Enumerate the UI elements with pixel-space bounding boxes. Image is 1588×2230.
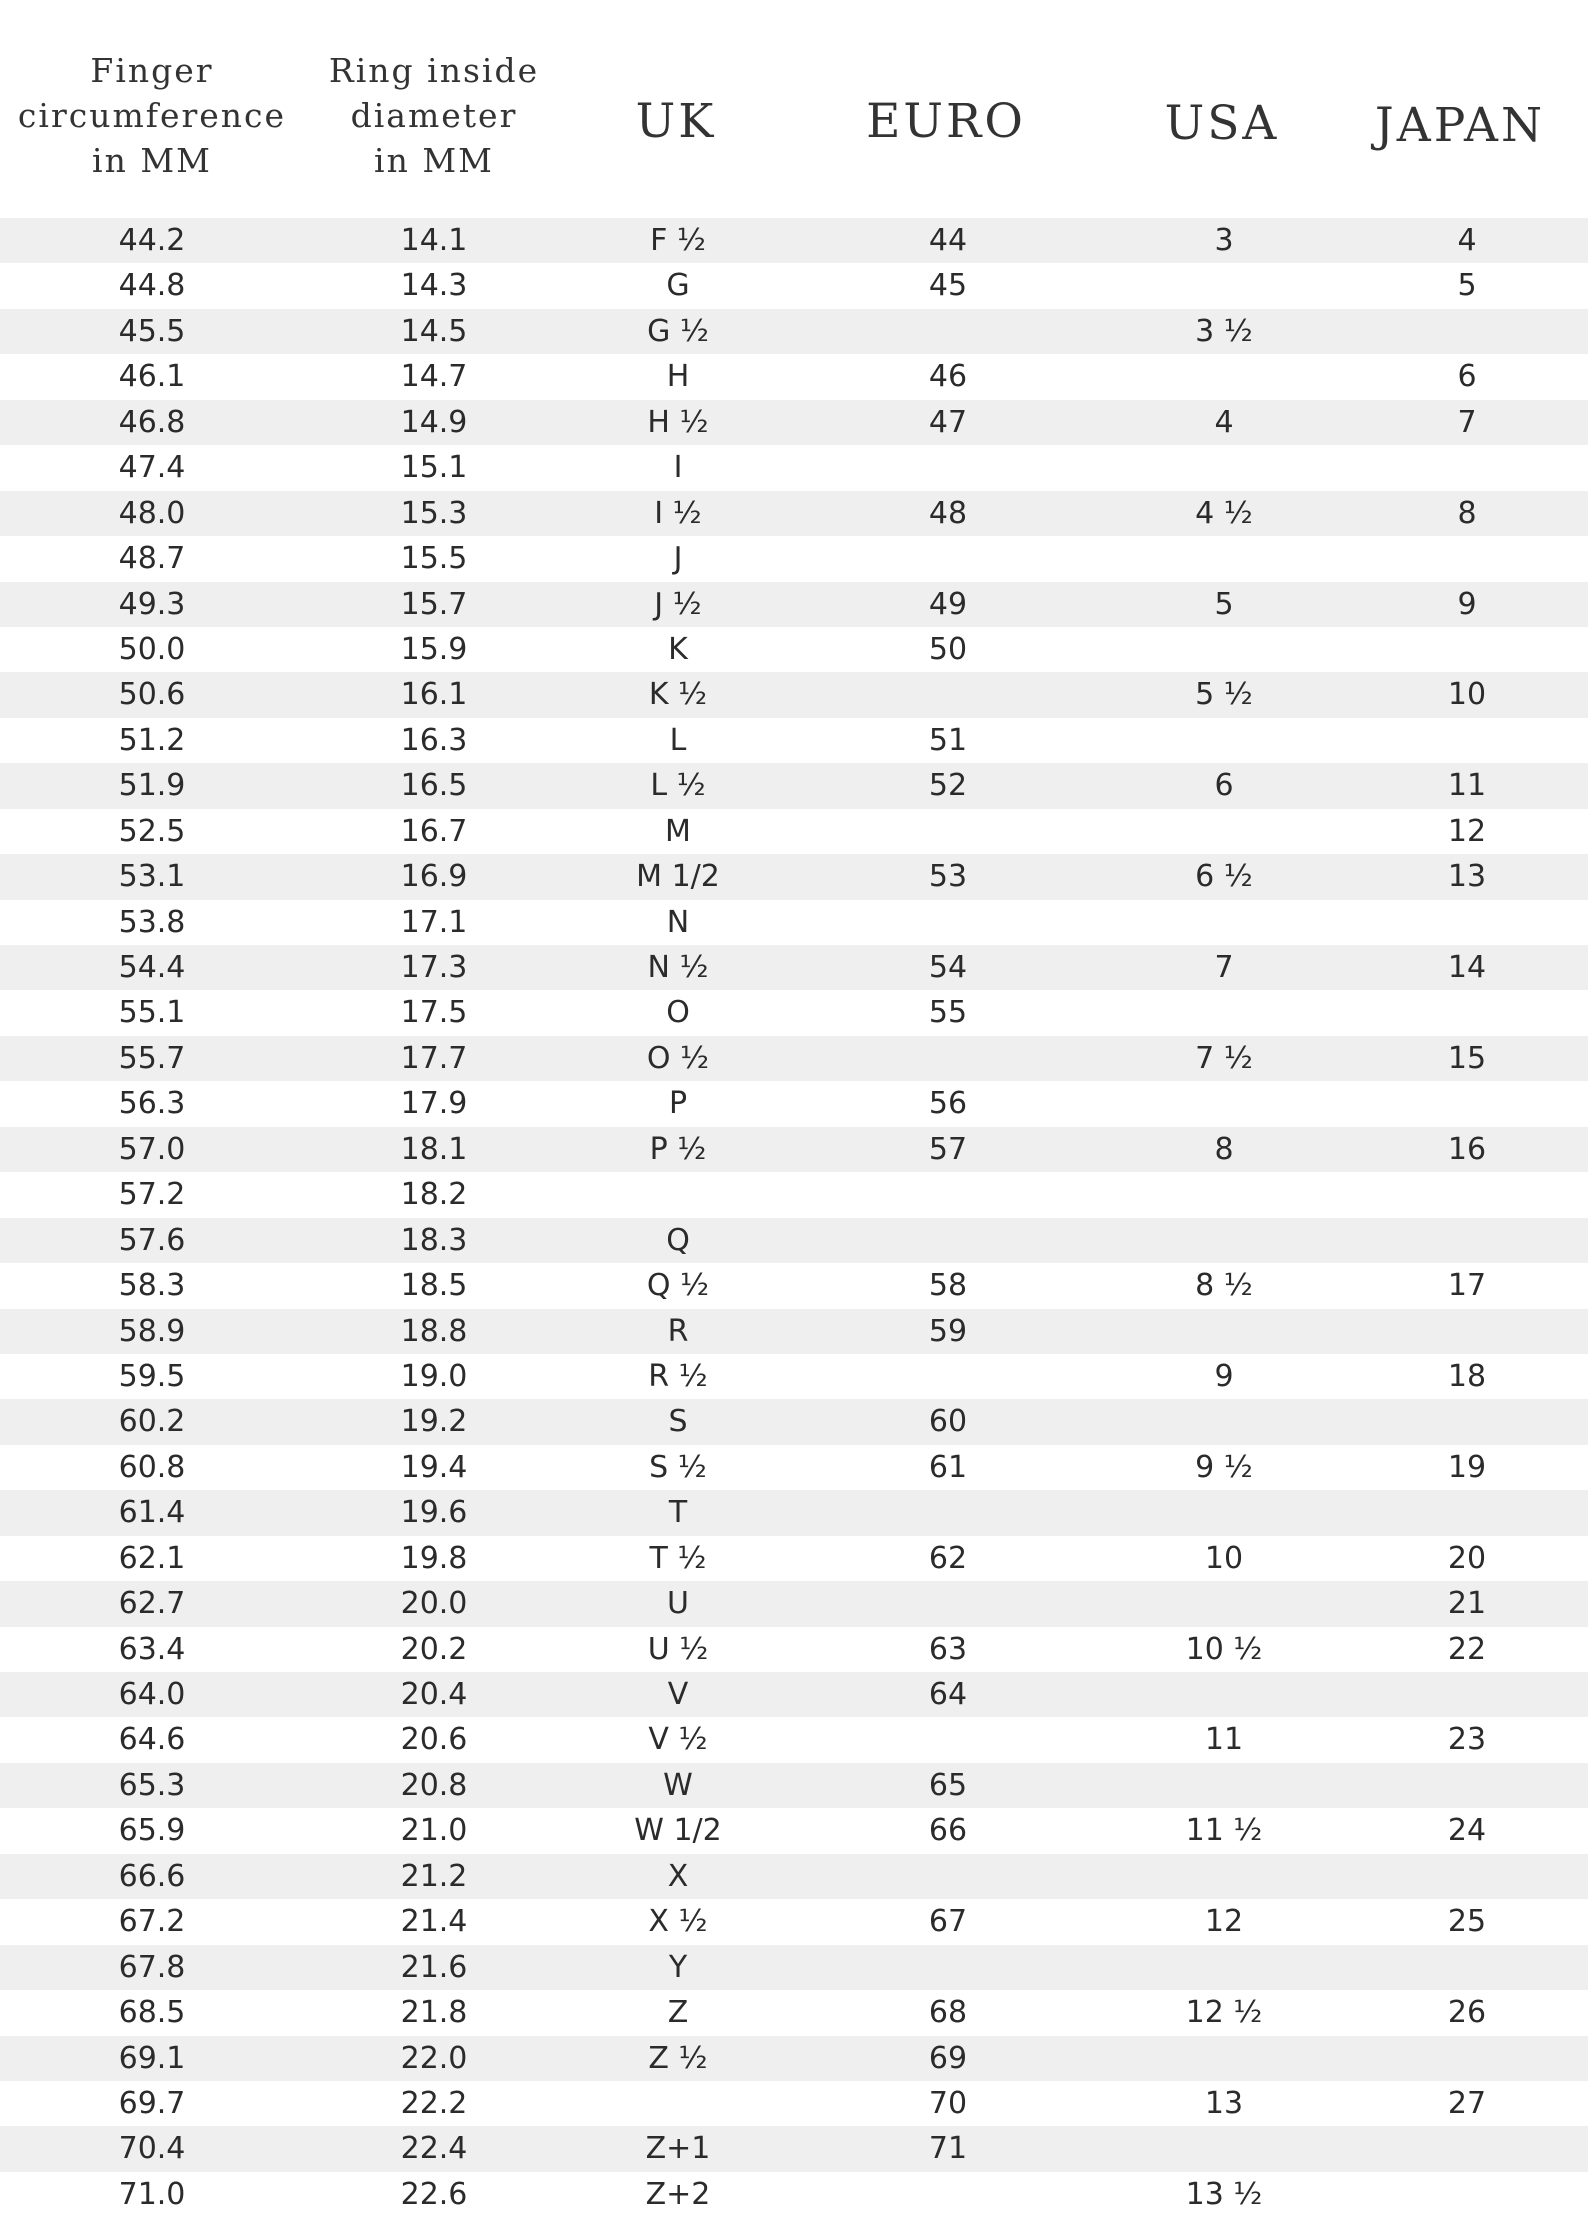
table-row [0, 1445, 1588, 1490]
cell-ring-inside-diameter: 15.1 [400, 450, 468, 486]
table-row [0, 1218, 1588, 1263]
header-line: UK [635, 94, 717, 149]
cell-ring-inside-diameter: 15.9 [400, 631, 468, 667]
cell-euro-size: 59 [928, 1313, 968, 1349]
cell-uk-size: S ½ [649, 1449, 707, 1485]
header-line: Ring inside [328, 51, 540, 90]
cell-finger-circumference: 63.4 [118, 1631, 186, 1667]
cell-japan-size: 13 [1447, 859, 1487, 895]
table-row [0, 1127, 1588, 1172]
cell-finger-circumference: 59.5 [118, 1358, 186, 1394]
cell-ring-inside-diameter: 19.0 [400, 1358, 468, 1394]
cell-finger-circumference: 71.0 [118, 2176, 186, 2212]
cell-finger-circumference: 50.0 [118, 631, 186, 667]
cell-finger-circumference: 51.2 [118, 722, 186, 758]
cell-euro-size: 54 [928, 950, 968, 985]
cell-finger-circumference: 64.6 [118, 1722, 186, 1758]
table-row [0, 1627, 1588, 1672]
cell-euro-size: 62 [928, 1540, 968, 1576]
cell-finger-circumference: 62.7 [118, 1586, 186, 1622]
table-row [0, 1263, 1588, 1308]
cell-usa-size: 13 ½ [1185, 2176, 1263, 2212]
table-row [0, 1990, 1588, 2035]
cell-finger-circumference: 67.8 [118, 1949, 186, 1985]
cell-uk-size: V ½ [648, 1722, 708, 1758]
header-finger-circumference [18, 48, 286, 183]
cell-finger-circumference: 56.3 [118, 1086, 186, 1122]
cell-ring-inside-diameter: 14.9 [400, 404, 468, 440]
table-row [0, 627, 1588, 672]
cell-euro-size: 67 [928, 1904, 968, 1940]
cell-finger-circumference: 65.9 [118, 1813, 186, 1849]
table-row [0, 400, 1588, 445]
cell-finger-circumference: 48.7 [118, 541, 186, 577]
table-row [0, 491, 1588, 536]
cell-usa-size: 9 ½ [1195, 1449, 1253, 1485]
cell-finger-circumference: 55.7 [118, 1040, 186, 1076]
cell-finger-circumference: 52.5 [118, 813, 186, 849]
cell-uk-size: P ½ [649, 1131, 707, 1167]
cell-finger-circumference: 46.1 [118, 359, 186, 395]
cell-euro-size: 51 [928, 722, 968, 758]
cell-usa-size: 4 ½ [1195, 495, 1253, 531]
cell-japan-size: 7 [1457, 404, 1477, 440]
cell-finger-circumference: 44.8 [118, 268, 186, 304]
header-ring-inside-diameter [329, 48, 539, 183]
cell-usa-size: 6 ½ [1195, 859, 1253, 895]
cell-finger-circumference: 53.1 [118, 859, 186, 895]
cell-finger-circumference: 62.1 [118, 1540, 186, 1576]
cell-uk-size: U ½ [647, 1631, 709, 1667]
table-row [0, 1490, 1588, 1535]
cell-finger-circumference: 64.0 [118, 1677, 186, 1712]
cell-euro-size: 58 [928, 1268, 968, 1304]
cell-euro-size: 65 [928, 1767, 968, 1803]
cell-japan-size: 24 [1447, 1813, 1487, 1849]
cell-ring-inside-diameter: 17.3 [400, 950, 468, 985]
cell-ring-inside-diameter: 21.6 [400, 1949, 468, 1985]
cell-finger-circumference: 57.6 [118, 1222, 186, 1258]
header-japan [1375, 98, 1545, 153]
cell-finger-circumference: 57.0 [118, 1131, 186, 1167]
cell-finger-circumference: 58.9 [118, 1313, 186, 1349]
cell-euro-size: 64 [928, 1677, 968, 1712]
header-uk [636, 94, 717, 149]
table-row [0, 718, 1588, 763]
cell-uk-size: R [667, 1313, 689, 1349]
cell-finger-circumference: 51.9 [118, 768, 186, 804]
cell-ring-inside-diameter: 21.8 [400, 1995, 468, 2031]
cell-ring-inside-diameter: 18.1 [400, 1131, 468, 1167]
table-row [0, 990, 1588, 1035]
cell-finger-circumference: 54.4 [118, 950, 186, 985]
cell-uk-size: Z [667, 1995, 689, 2031]
table-row [0, 309, 1588, 354]
cell-uk-size: M [665, 813, 691, 849]
cell-usa-size: 11 ½ [1185, 1813, 1263, 1849]
cell-japan-size: 4 [1457, 223, 1477, 258]
cell-finger-circumference: 44.2 [118, 223, 186, 258]
cell-japan-size: 22 [1447, 1631, 1487, 1667]
table-row [0, 672, 1588, 717]
cell-japan-size: 16 [1447, 1131, 1487, 1167]
table-row [0, 1354, 1588, 1399]
header-line: circumference [17, 96, 287, 135]
table-row [0, 1309, 1588, 1354]
table-row [0, 1763, 1588, 1808]
cell-finger-circumference: 57.2 [118, 1177, 186, 1213]
table-header [0, 0, 1588, 218]
cell-usa-size: 6 [1214, 768, 1234, 804]
cell-finger-circumference: 68.5 [118, 1995, 186, 2031]
cell-japan-size: 20 [1447, 1540, 1487, 1576]
cell-euro-size: 44 [928, 223, 968, 258]
cell-uk-size: I [673, 450, 683, 486]
table-row [0, 536, 1588, 581]
cell-uk-size: J [673, 541, 683, 577]
table-row [0, 1717, 1588, 1762]
cell-uk-size: L ½ [650, 768, 706, 804]
table-row [0, 2172, 1588, 2217]
cell-ring-inside-diameter: 17.1 [400, 904, 468, 940]
cell-finger-circumference: 47.4 [118, 450, 186, 486]
cell-ring-inside-diameter: 21.0 [400, 1813, 468, 1849]
cell-usa-size: 12 ½ [1185, 1995, 1263, 2031]
cell-ring-inside-diameter: 18.3 [400, 1222, 468, 1258]
cell-ring-inside-diameter: 22.2 [400, 2085, 468, 2121]
cell-uk-size: Z+2 [645, 2176, 711, 2212]
cell-japan-size: 6 [1457, 359, 1477, 395]
cell-uk-size: M 1/2 [636, 859, 720, 895]
cell-ring-inside-diameter: 17.5 [400, 995, 468, 1031]
cell-uk-size: K ½ [648, 677, 708, 713]
cell-usa-size: 8 ½ [1195, 1268, 1253, 1304]
cell-uk-size: O ½ [646, 1040, 710, 1076]
cell-uk-size: R ½ [648, 1358, 708, 1394]
cell-uk-size: K [668, 631, 688, 667]
cell-usa-size: 10 [1204, 1540, 1244, 1576]
cell-finger-circumference: 53.8 [118, 904, 186, 940]
table-row [0, 854, 1588, 899]
cell-usa-size: 3 [1214, 223, 1234, 258]
cell-japan-size: 9 [1457, 586, 1477, 622]
cell-finger-circumference: 55.1 [118, 995, 186, 1031]
cell-usa-size: 8 [1214, 1131, 1234, 1167]
cell-euro-size: 56 [928, 1086, 968, 1122]
table-row [0, 1036, 1588, 1081]
cell-finger-circumference: 65.3 [118, 1767, 186, 1803]
cell-uk-size: I ½ [654, 495, 702, 531]
table-row [0, 809, 1588, 854]
cell-uk-size: N [666, 904, 690, 940]
cell-ring-inside-diameter: 20.8 [400, 1767, 468, 1803]
cell-ring-inside-diameter: 22.0 [400, 2040, 468, 2076]
cell-japan-size: 21 [1447, 1586, 1487, 1622]
cell-japan-size: 26 [1447, 1995, 1487, 2031]
cell-ring-inside-diameter: 19.4 [400, 1449, 468, 1485]
cell-ring-inside-diameter: 22.4 [400, 2131, 468, 2167]
cell-uk-size: J ½ [654, 586, 702, 622]
cell-finger-circumference: 48.0 [118, 495, 186, 531]
cell-uk-size: X [667, 1858, 689, 1894]
cell-ring-inside-diameter: 19.6 [400, 1495, 468, 1531]
table-row [0, 1899, 1588, 1944]
cell-ring-inside-diameter: 15.7 [400, 586, 468, 622]
cell-usa-size: 9 [1214, 1358, 1234, 1394]
cell-usa-size: 7 [1214, 950, 1234, 985]
cell-uk-size: L [669, 722, 687, 758]
cell-finger-circumference: 60.8 [118, 1449, 186, 1485]
header-euro [866, 94, 1026, 149]
cell-ring-inside-diameter: 16.7 [400, 813, 468, 849]
cell-usa-size: 3 ½ [1195, 313, 1253, 349]
cell-ring-inside-diameter: 21.4 [400, 1904, 468, 1940]
table-row [0, 1672, 1588, 1717]
cell-japan-size: 5 [1457, 268, 1477, 304]
cell-ring-inside-diameter: 15.5 [400, 541, 468, 577]
cell-uk-size: U [667, 1586, 689, 1622]
cell-euro-size: 52 [928, 768, 968, 804]
cell-uk-size: W [663, 1767, 693, 1803]
cell-finger-circumference: 50.6 [118, 677, 186, 713]
cell-ring-inside-diameter: 16.3 [400, 722, 468, 758]
cell-finger-circumference: 61.4 [118, 1495, 186, 1531]
header-usa [1165, 96, 1280, 151]
table-row [0, 445, 1588, 490]
cell-euro-size: 49 [928, 586, 968, 622]
cell-finger-circumference: 58.3 [118, 1268, 186, 1304]
ring-size-table-body [0, 218, 1588, 2217]
table-row [0, 2126, 1588, 2171]
cell-usa-size: 11 [1204, 1722, 1244, 1758]
cell-ring-inside-diameter: 18.8 [400, 1313, 468, 1349]
cell-euro-size: 48 [928, 495, 968, 531]
cell-euro-size: 46 [928, 359, 968, 395]
cell-euro-size: 55 [928, 995, 968, 1031]
cell-finger-circumference: 66.6 [118, 1858, 186, 1894]
cell-euro-size: 45 [928, 268, 968, 304]
header-line: in MM [92, 141, 212, 180]
cell-euro-size: 69 [928, 2040, 968, 2076]
cell-japan-size: 12 [1447, 813, 1487, 849]
table-row [0, 354, 1588, 399]
cell-japan-size: 15 [1447, 1040, 1487, 1076]
cell-usa-size: 10 ½ [1185, 1631, 1263, 1667]
cell-uk-size: N ½ [647, 950, 709, 985]
cell-uk-size: W 1/2 [634, 1813, 722, 1849]
cell-usa-size: 12 [1204, 1904, 1244, 1940]
cell-ring-inside-diameter: 14.3 [400, 268, 468, 304]
cell-euro-size: 71 [928, 2131, 968, 2167]
table-row [0, 1581, 1588, 1626]
table-row [0, 900, 1588, 945]
cell-japan-size: 27 [1447, 2085, 1487, 2121]
table-row [0, 1945, 1588, 1990]
table-row [0, 1172, 1588, 1217]
cell-ring-inside-diameter: 17.9 [400, 1086, 468, 1122]
header-line: USA [1164, 96, 1280, 151]
cell-finger-circumference: 70.4 [118, 2131, 186, 2167]
cell-uk-size: G ½ [647, 313, 709, 349]
cell-japan-size: 17 [1447, 1268, 1487, 1304]
cell-ring-inside-diameter: 22.6 [400, 2176, 468, 2212]
cell-ring-inside-diameter: 19.8 [400, 1540, 468, 1576]
cell-ring-inside-diameter: 20.6 [400, 1722, 468, 1758]
cell-japan-size: 11 [1447, 768, 1487, 804]
cell-uk-size: S [668, 1404, 688, 1440]
cell-ring-inside-diameter: 16.9 [400, 859, 468, 895]
cell-ring-inside-diameter: 16.1 [400, 677, 468, 713]
header-line: diameter [350, 96, 518, 135]
cell-uk-size: H [666, 359, 690, 395]
header-line: in MM [374, 141, 494, 180]
cell-usa-size: 7 ½ [1195, 1040, 1253, 1076]
cell-euro-size: 63 [928, 1631, 968, 1667]
table-row [0, 945, 1588, 990]
cell-euro-size: 66 [928, 1813, 968, 1849]
table-row [0, 2081, 1588, 2126]
cell-finger-circumference: 46.8 [118, 404, 186, 440]
cell-uk-size: Q [666, 1222, 690, 1258]
cell-ring-inside-diameter: 17.7 [400, 1040, 468, 1076]
cell-euro-size: 61 [928, 1449, 968, 1485]
cell-uk-size: V [667, 1677, 689, 1712]
cell-ring-inside-diameter: 20.2 [400, 1631, 468, 1667]
table-row [0, 582, 1588, 627]
table-row [0, 1854, 1588, 1899]
cell-ring-inside-diameter: 20.0 [400, 1586, 468, 1622]
cell-japan-size: 14 [1447, 950, 1487, 985]
cell-ring-inside-diameter: 18.2 [400, 1177, 468, 1213]
cell-ring-inside-diameter: 20.4 [400, 1677, 468, 1712]
header-line: EURO [866, 94, 1026, 149]
cell-finger-circumference: 69.1 [118, 2040, 186, 2076]
cell-euro-size: 50 [928, 631, 968, 667]
cell-uk-size: Q ½ [646, 1268, 710, 1304]
cell-euro-size: 60 [928, 1404, 968, 1440]
table-row [0, 1399, 1588, 1444]
cell-euro-size: 68 [928, 1995, 968, 2031]
cell-euro-size: 70 [928, 2085, 968, 2121]
cell-finger-circumference: 69.7 [118, 2085, 186, 2121]
cell-euro-size: 53 [928, 859, 968, 895]
cell-uk-size: Y [668, 1949, 688, 1985]
cell-usa-size: 5 [1214, 586, 1234, 622]
cell-euro-size: 47 [928, 404, 968, 440]
cell-euro-size: 57 [928, 1131, 968, 1167]
table-row [0, 1536, 1588, 1581]
cell-japan-size: 19 [1447, 1449, 1487, 1485]
cell-ring-inside-diameter: 14.7 [400, 359, 468, 395]
cell-japan-size: 25 [1447, 1904, 1487, 1940]
header-line: JAPAN [1374, 98, 1546, 153]
cell-usa-size: 4 [1214, 404, 1234, 440]
cell-uk-size: T ½ [649, 1540, 707, 1576]
cell-japan-size: 23 [1447, 1722, 1487, 1758]
cell-usa-size: 13 [1204, 2085, 1244, 2121]
cell-uk-size: H ½ [647, 404, 709, 440]
cell-ring-inside-diameter: 15.3 [400, 495, 468, 531]
table-row [0, 763, 1588, 808]
cell-uk-size: Z+1 [645, 2131, 711, 2167]
cell-usa-size: 5 ½ [1195, 677, 1253, 713]
cell-ring-inside-diameter: 14.5 [400, 313, 468, 349]
cell-uk-size: X ½ [648, 1904, 708, 1940]
table-row [0, 263, 1588, 308]
table-row [0, 1081, 1588, 1126]
cell-japan-size: 18 [1447, 1358, 1487, 1394]
cell-ring-inside-diameter: 21.2 [400, 1858, 468, 1894]
cell-uk-size: F ½ [650, 223, 706, 258]
cell-japan-size: 8 [1457, 495, 1477, 531]
cell-uk-size: T [668, 1495, 688, 1531]
cell-uk-size: O [666, 995, 690, 1031]
table-row [0, 2036, 1588, 2081]
cell-uk-size: Z ½ [648, 2040, 708, 2076]
cell-finger-circumference: 45.5 [118, 313, 186, 349]
cell-uk-size: G [666, 268, 690, 304]
cell-finger-circumference: 67.2 [118, 1904, 186, 1940]
cell-ring-inside-diameter: 19.2 [400, 1404, 468, 1440]
cell-ring-inside-diameter: 18.5 [400, 1268, 468, 1304]
table-row [0, 1808, 1588, 1853]
cell-uk-size: P [668, 1086, 688, 1122]
cell-finger-circumference: 49.3 [118, 586, 186, 622]
cell-ring-inside-diameter: 16.5 [400, 768, 468, 804]
header-line: Finger [90, 51, 214, 90]
cell-ring-inside-diameter: 14.1 [400, 223, 468, 258]
table-row [0, 218, 1588, 263]
cell-finger-circumference: 60.2 [118, 1404, 186, 1440]
cell-japan-size: 10 [1447, 677, 1487, 713]
